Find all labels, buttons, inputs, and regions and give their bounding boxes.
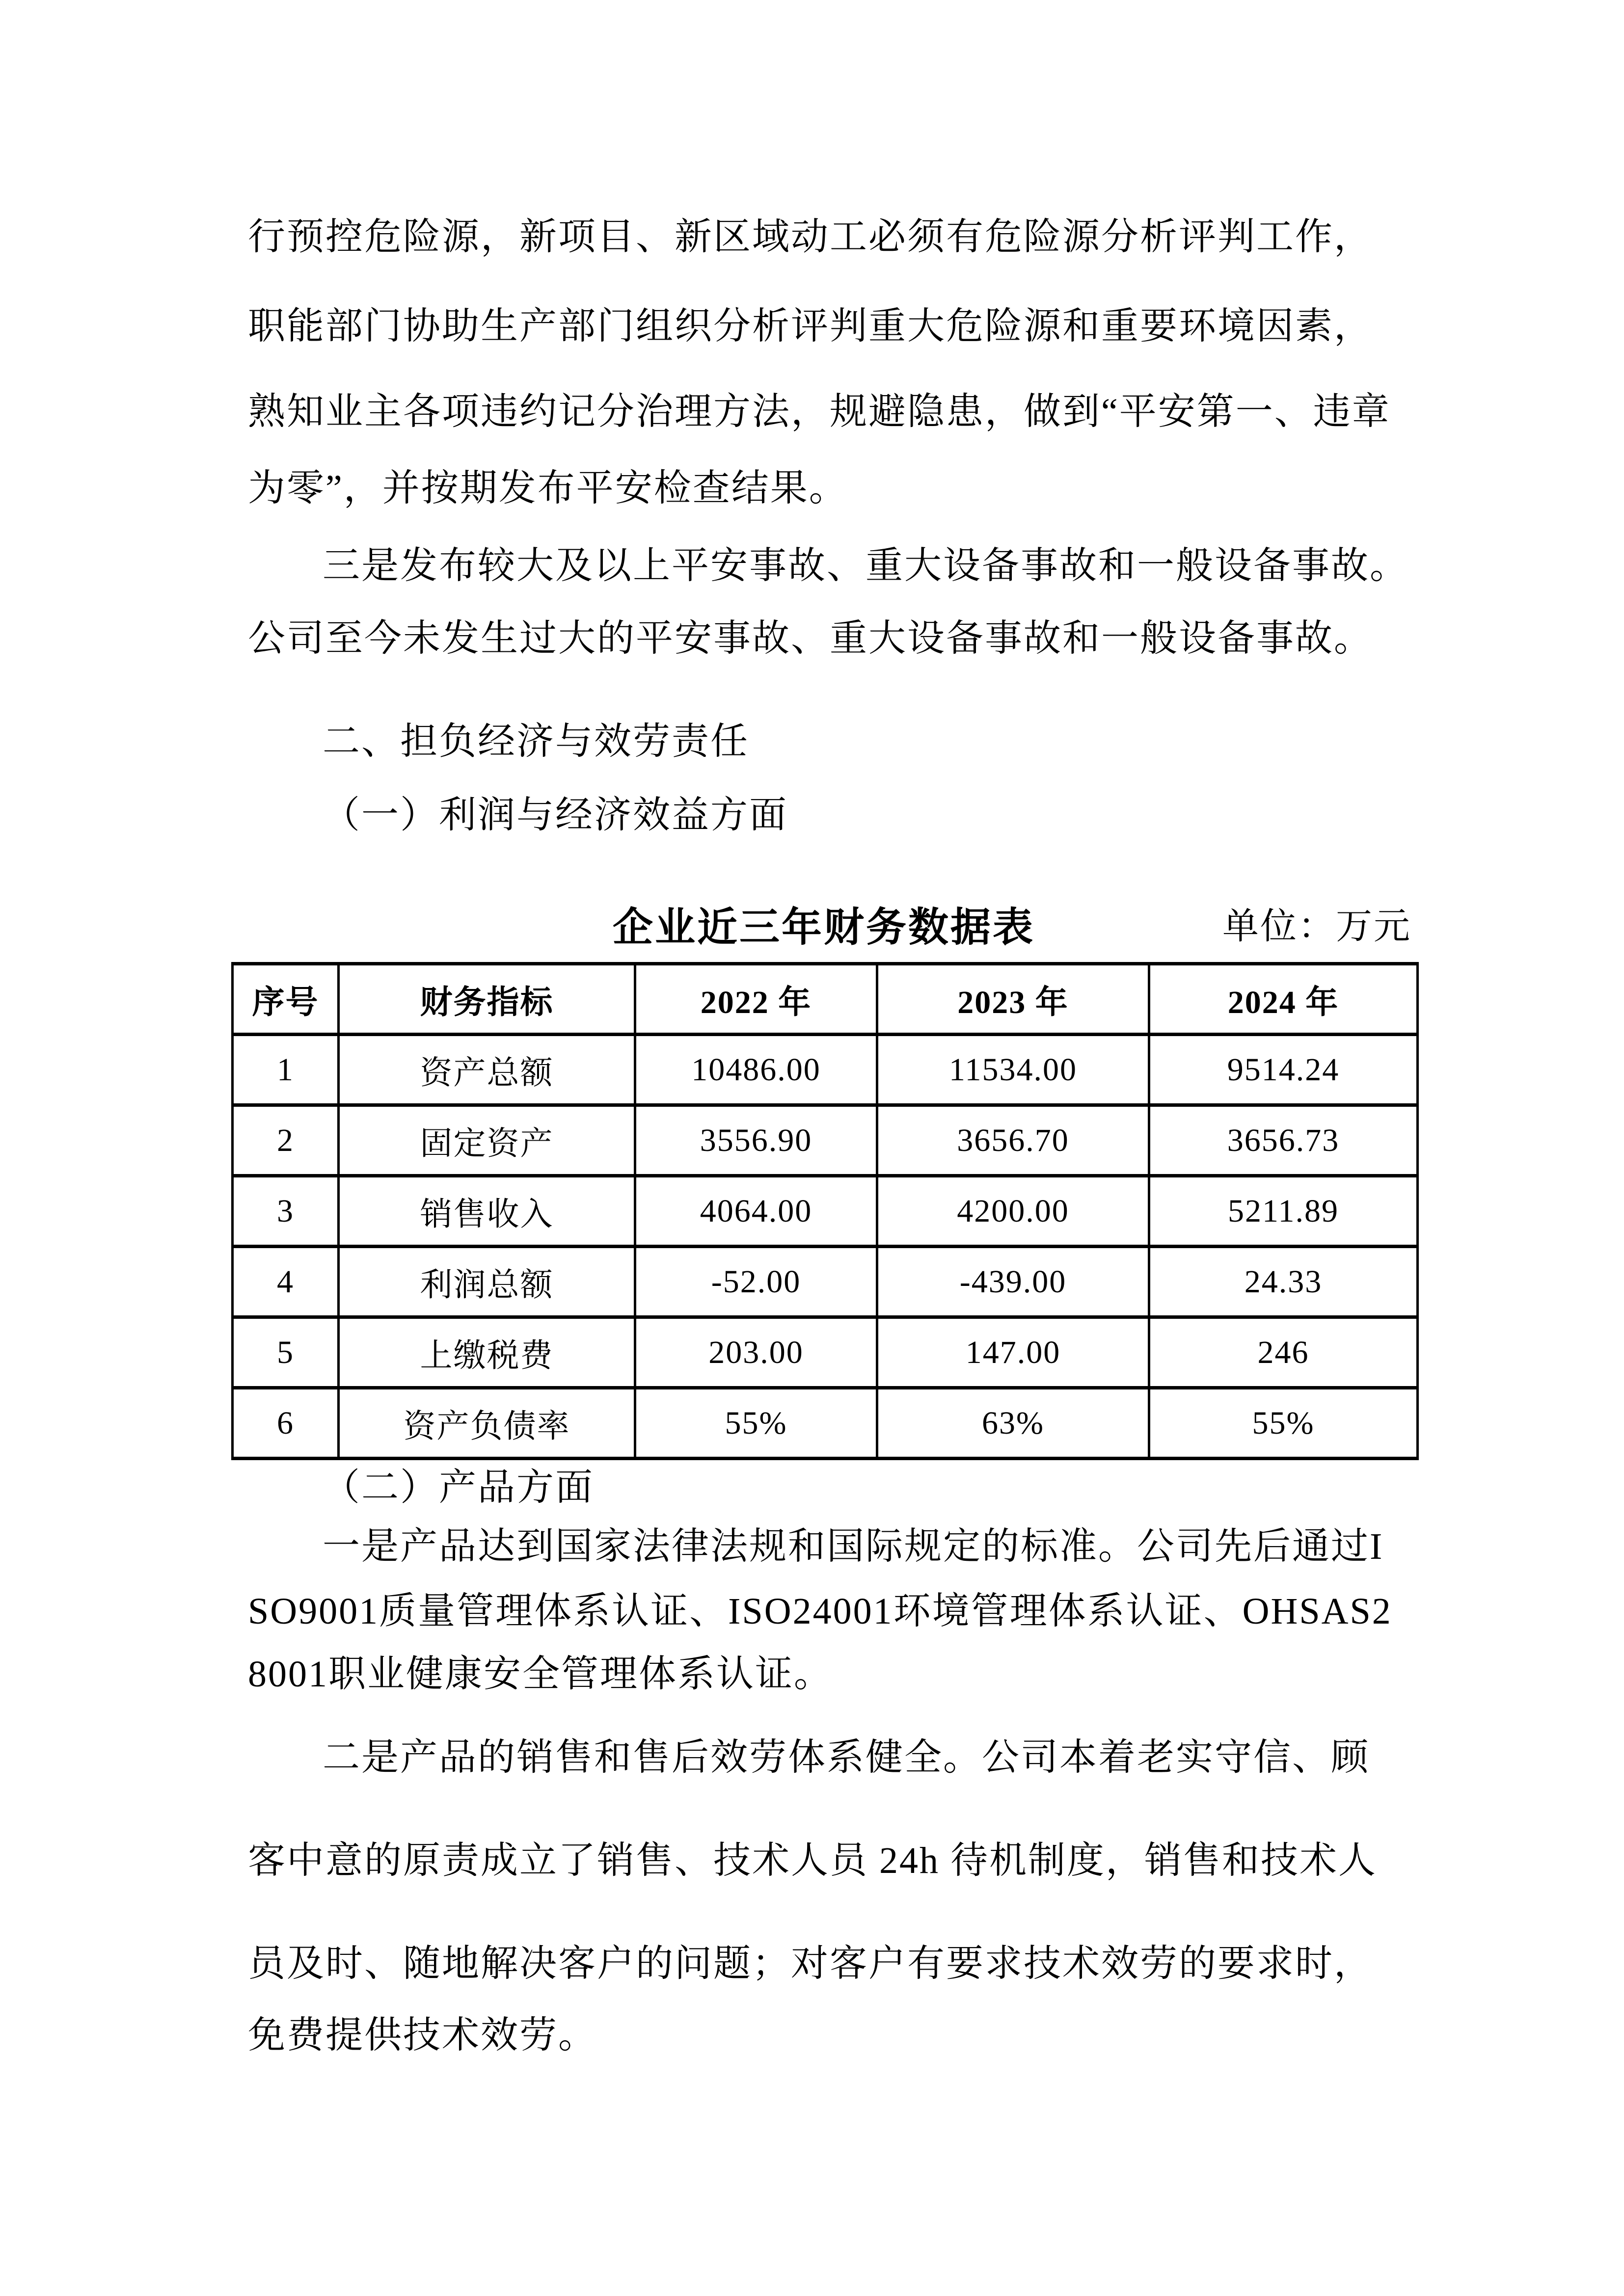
- section-heading: 二、担负经济与效劳责任: [323, 721, 749, 762]
- table-header-cell: 财务指标: [339, 964, 635, 1035]
- table-cell: 203.00: [635, 1317, 877, 1388]
- paragraph-line: 公司至今未发生过大的平安事故、重大设备事故和一般设备事故。: [248, 618, 1373, 659]
- table-cell: 销售收入: [339, 1176, 635, 1247]
- table-cell: 上缴税费: [339, 1317, 635, 1388]
- table-row: [233, 1176, 1418, 1247]
- paragraph-line: SO9001质量管理体系认证、ISO24001环境管理体系认证、OHSAS2: [248, 1591, 1392, 1632]
- table-row: [233, 1105, 1418, 1176]
- table-unit-label: 单位：万元: [1222, 907, 1411, 947]
- table-cell: 3656.70: [877, 1105, 1149, 1176]
- subsection-heading: （二）产品方面: [323, 1467, 594, 1508]
- table-cell: 10486.00: [635, 1035, 877, 1105]
- paragraph-line: 二是产品的销售和售后效劳体系健全。公司本着老实守信、顾: [323, 1737, 1370, 1778]
- financial-table: [231, 962, 1419, 1460]
- table-cell: 资产负债率: [339, 1388, 635, 1459]
- table-row: [233, 1247, 1418, 1317]
- table-header-row: [233, 964, 1418, 1035]
- table-header-cell: 2022 年: [635, 964, 877, 1035]
- table-cell: 5211.89: [1149, 1176, 1418, 1247]
- table-cell: 利润总额: [339, 1247, 635, 1317]
- table-row: [233, 1035, 1418, 1105]
- paragraph-line: 三是发布较大及以上平安事故、重大设备事故和一般设备事故。: [323, 545, 1408, 587]
- table-cell: -52.00: [635, 1247, 877, 1317]
- paragraph-line: 员及时、随地解决客户的问题；对客户有要求技术效劳的要求时，: [248, 1943, 1373, 1984]
- table-cell: 1: [233, 1035, 339, 1105]
- table-title: 企业近三年财务数据表: [612, 905, 1035, 950]
- table-cell: 55%: [635, 1388, 877, 1459]
- table-cell: 2: [233, 1105, 339, 1176]
- paragraph-line: 熟知业主各项违约记分治理方法，规避隐患，做到“平安第一、违章: [248, 391, 1391, 432]
- table-cell: 3: [233, 1176, 339, 1247]
- paragraph-line: 客中意的原责成立了销售、技术人员 24h 待机制度，销售和技术人: [248, 1840, 1377, 1881]
- table-cell: 24.33: [1149, 1247, 1418, 1317]
- table-cell: 6: [233, 1388, 339, 1459]
- table-cell: 5: [233, 1317, 339, 1388]
- paragraph-line: 免费提供技术效劳。: [248, 2015, 597, 2056]
- table-cell: -439.00: [877, 1247, 1149, 1317]
- table-cell: 资产总额: [339, 1035, 635, 1105]
- table-row: [233, 1388, 1418, 1459]
- table-cell: 246: [1149, 1317, 1418, 1388]
- subsection-heading: （一）利润与经济效益方面: [323, 795, 788, 836]
- table-cell: 4: [233, 1247, 339, 1317]
- paragraph-line: 行预控危险源，新项目、新区域动工必须有危险源分析评判工作，: [248, 216, 1373, 258]
- table-caption-row: [231, 895, 1416, 949]
- paragraph-line: 一是产品达到国家法律法规和国际规定的标准。公司先后通过I: [323, 1526, 1384, 1567]
- table-cell: 11534.00: [877, 1035, 1149, 1105]
- table-header-cell: 序号: [233, 964, 339, 1035]
- table-cell: 147.00: [877, 1317, 1149, 1388]
- table-cell: 固定资产: [339, 1105, 635, 1176]
- table-cell: 3656.73: [1149, 1105, 1418, 1176]
- paragraph-line: 为零”，并按期发布平安检查结果。: [248, 468, 848, 509]
- table-row: [233, 1317, 1418, 1388]
- table-cell: 55%: [1149, 1388, 1418, 1459]
- table-cell: 4200.00: [877, 1176, 1149, 1247]
- table-cell: 63%: [877, 1388, 1149, 1459]
- table-header-cell: 2024 年: [1149, 964, 1418, 1035]
- table-header-cell: 2023 年: [877, 964, 1149, 1035]
- paragraph-line: 8001职业健康安全管理体系认证。: [248, 1654, 833, 1695]
- table-cell: 9514.24: [1149, 1035, 1418, 1105]
- table-cell: 3556.90: [635, 1105, 877, 1176]
- table-cell: 4064.00: [635, 1176, 877, 1247]
- paragraph-line: 职能部门协助生产部门组织分析评判重大危险源和重要环境因素，: [248, 306, 1373, 347]
